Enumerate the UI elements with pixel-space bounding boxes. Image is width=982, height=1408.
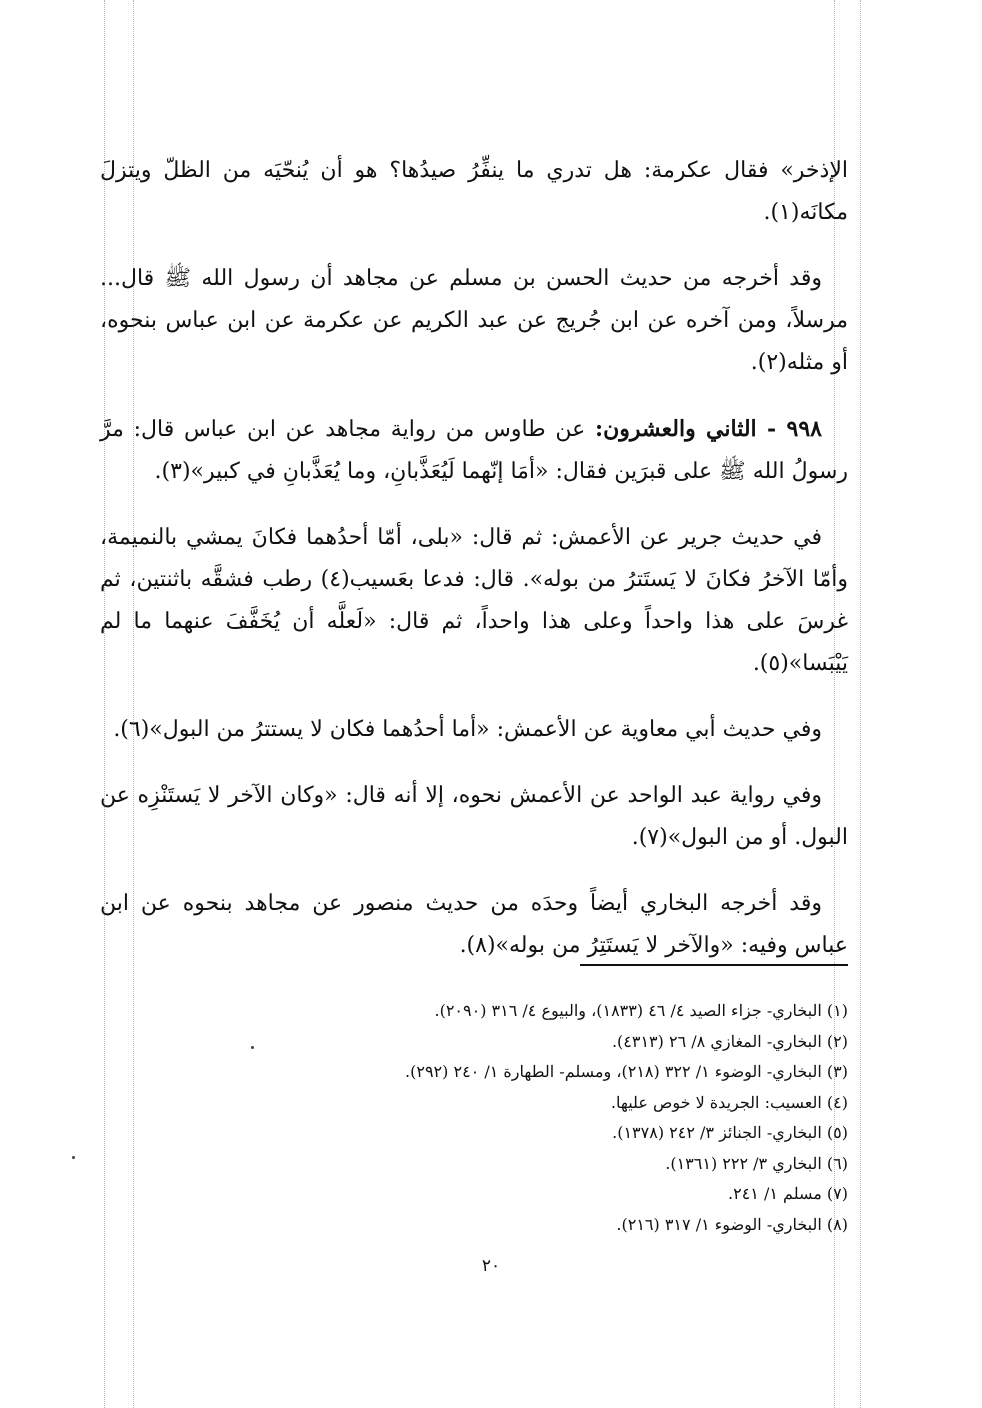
footnote: (٢) البخاري- المغازي ٨/ ٢٦ (٤٣١٣). xyxy=(611,1031,848,1051)
scan-speck xyxy=(72,1156,75,1159)
main-text xyxy=(100,150,848,991)
footnotes xyxy=(100,996,848,1240)
paragraph: الإذخر» فقال عكرمة: هل تدري ما ينفِّرُ صيدُها؟ هو أن يُنحّيَه من الظلّ ويتزلَ مكانَه(١). xyxy=(100,158,848,225)
footnote-separator xyxy=(580,964,848,966)
footnote: (٣) البخاري- الوضوء ١/ ٣٢٢ (٢١٨)، ومسلم- الطهارة ١/ ٢٤٠ (٢٩٢). xyxy=(405,1062,848,1081)
paragraph: وفي حديث أبي معاوية عن الأعمش: «أما أحدُهما فكان لا يستترُ من البول»(٦). xyxy=(113,717,822,742)
footnote: (٤) العسيب: الجريدة لا خوص عليها. xyxy=(610,1092,848,1112)
footnote: (٨) البخاري- الوضوء ١/ ٣١٧ (٢١٦). xyxy=(616,1214,848,1234)
footnote: (١) البخاري- جزاء الصيد ٤/ ٤٦ (١٨٣٣)، والبيوع ٤/ ٣١٦ (٢٠٩٠). xyxy=(434,1001,848,1020)
paragraph: في حديث جرير عن الأعمش: ثم قال: «بلى، أمّا أحدُهما فكانَ يمشي بالنميمة، وأمّا الآخرُ فكانَ لا يَستَترُ من بوله». قال: فدعا بعَسيب(٤) رطب فشقَّه باثنتين، ثم غرسَ على هذا واحداً وعلى هذا واحداً، ثم قال: «لَعلَّه أن يُخَفَّفَ عنهما ما لم يَيْبَسا»(٥). xyxy=(100,525,848,676)
footnote: (٦) البخاري ٣/ ٢٢٢ (١٣٦١). xyxy=(665,1153,848,1173)
ruled-margin-line xyxy=(860,0,861,1408)
paragraph: ٩٩٨ - الثاني والعشرون: عن طاوس من رواية مجاهد عن ابن عباس قال: مرَّ رسولُ الله ﷺ على قبرَين فقال: «أمَا إنّهما لَيُعَذَّبانِ، وما يُعَذَّبانِ في كبير»(٣). xyxy=(100,416,848,484)
page-number: ٢٠ xyxy=(481,1256,501,1276)
paragraph: وقد أخرجه البخاري أيضاً وحدَه من حديث منصور عن مجاهد بنحوه عن ابن عباس وفيه: «والآخر لا يَستَتِرُ من بوله»(٨). xyxy=(100,891,848,958)
paragraph: وفي رواية عبد الواحد عن الأعمش نحوه، إلا أنه قال: «وكان الآخر لا يَستَنْزِه عن البول. أو من البول»(٧). xyxy=(100,783,848,850)
paragraph: وقد أخرجه من حديث الحسن بن مسلم عن مجاهد أن رسول الله ﷺ قال... مرسلاً، ومن آخره عن ابن جُريج عن عبد الكريم عن عكرمة عن ابن عباس بنحوه، أو مثله(٢). xyxy=(100,266,848,375)
footnote: (٧) مسلم ١/ ٢٤١. xyxy=(728,1184,848,1203)
footnote: (٥) البخاري- الجنائز ٣/ ٢٤٢ (١٣٧٨). xyxy=(612,1123,848,1142)
hadith-number-heading: ٩٩٨ - الثاني والعشرون: xyxy=(594,416,822,442)
